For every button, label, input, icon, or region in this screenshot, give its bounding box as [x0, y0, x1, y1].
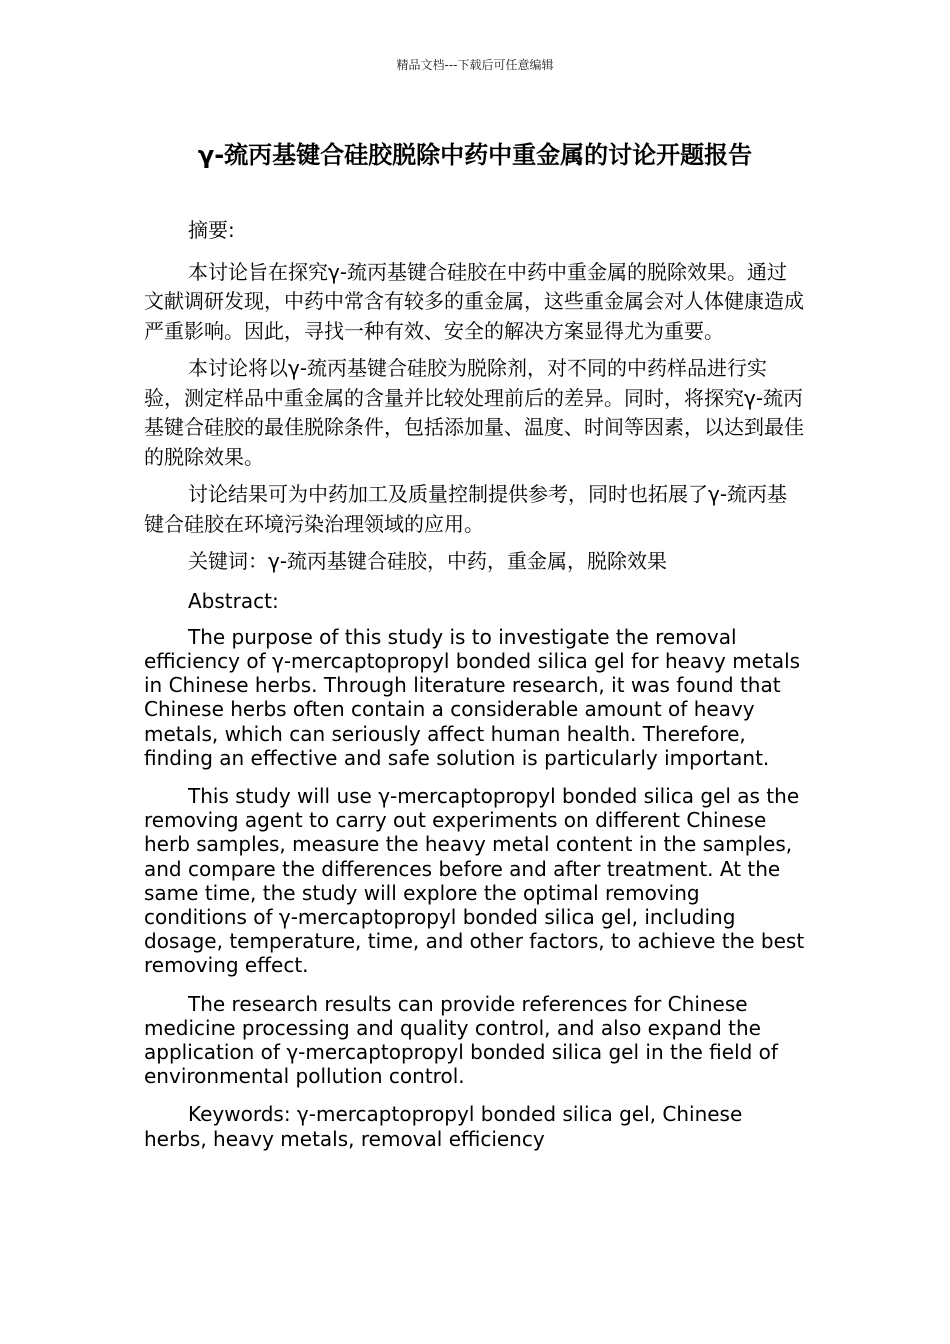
cn-paragraph: 本讨论旨在探究γ-巯丙基键合硅胶在中药中重金属的脱除效果。通过文献调研发现，中药中常含有较多的重金属，这些重金属会对人体健康造成严重影响。因此，寻找一种有效、安全的解决方案显得尤为重要。 [144, 259, 804, 343]
en-keywords: Keywords: γ-mercaptopropyl bonded silica gel, Chinese herbs, heavy metals, removal efficiency [144, 1102, 743, 1151]
header-note: 精品文档---下载后可任意编辑 [396, 58, 554, 72]
cn-paragraph: 本讨论将以γ-巯丙基键合硅胶为脱除剂，对不同的中药样品进行实验，测定样品中重金属的含量并比较处理前后的差异。同时，将探究γ-巯丙基键合硅胶的最佳脱除条件，包括添加量、温度、时间等因素，以达到最佳的脱除效果。 [144, 356, 804, 469]
en-paragraph: This study will use γ-mercaptopropyl bonded silica gel as the removing agent to carry out experiments on different Chinese herb samples, measure the heavy metal content in the samples, and compare the differences before and after treatment. At the same time, the study will explore the optimal removing conditions of γ-mercaptopropyl bonded silica gel, including dosage, temperature, time, and other factors, to achieve the best removing effect. [144, 783, 805, 978]
en-paragraph: The purpose of this study is to investigate the removal efficiency of γ-mercaptopropyl bonded silica gel for heavy metals in Chinese herbs. Through literature research, it was found that Chinese herbs often contain a considerable amount of heavy metals, which can seriously affect human health. Therefore, finding an effective and safe solution is particularly important. [144, 624, 801, 770]
cn-abstract-label: 摘要: [188, 218, 235, 242]
en-paragraph: The research results can provide references for Chinese medicine processing and quality control, and also expand the application of γ-mercaptopropyl bonded silica gel in the field of environmental pollution control. [144, 991, 778, 1089]
english-abstract-section [144, 589, 806, 1151]
en-abstract-label: Abstract: [188, 588, 279, 613]
chinese-abstract-section [144, 216, 806, 577]
document-title: γ-巯丙基键合硅胶脱除中药中重金属的讨论开题报告 [197, 141, 753, 169]
cn-paragraph: 讨论结果可为中药加工及质量控制提供参考，同时也拓展了γ-巯丙基键合硅胶在环境污染治理领域的应用。 [144, 482, 788, 536]
cn-keywords: 关键词：γ-巯丙基键合硅胶，中药，重金属，脱除效果 [188, 549, 668, 573]
document-body [144, 216, 806, 1165]
